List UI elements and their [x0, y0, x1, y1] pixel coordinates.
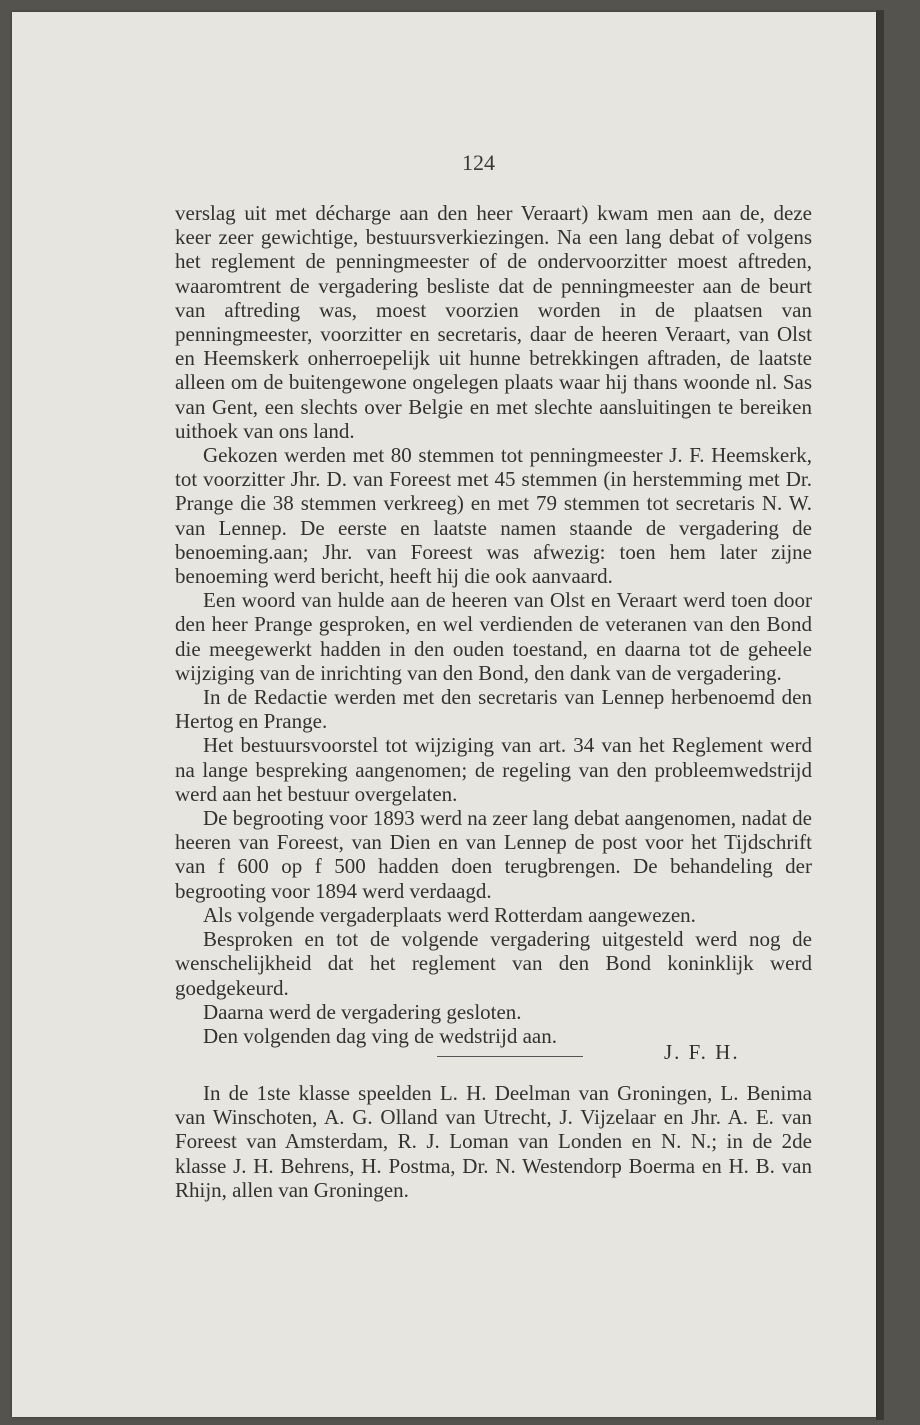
paragraph: Den volgenden dag ving de wedstrijd aan. [203, 1023, 557, 1048]
paragraph: Besproken en tot de volgende vergadering uitgesteld werd nog de wenschelijkheid dat het reglement van den Bond koninklijk werd goedgekeurd. [175, 927, 812, 1000]
paragraph: Het bestuursvoorstel tot wijziging van art. 34 van het Reglement werd na lange bespreking aangenomen; de regeling van den probleemwedstrijd werd aan het bestuur overgelaten. [175, 733, 812, 806]
signature: J. F. H. [664, 1040, 740, 1064]
paragraph: Daarna werd de vergadering gesloten. [203, 999, 522, 1024]
note-paragraph: In de 1ste klasse speelden L. H. Deelman van Groningen, L. Benima van Winschoten, A. G. Olland van Utrecht, J. Vijzelaar en Jhr. A. E. van Foreest van Amsterdam, R. J. Loman van Londen en N. N.; in de 2de klasse J. H. Behrens, H. Postma, Dr. N. Westendorp Boerma en H. B. van Rhijn, allen van Groningen. [175, 1081, 812, 1202]
paragraph: verslag uit met décharge aan den heer Veraart) kwam men aan de, deze keer zeer gewichtige, bestuursverkiezingen. Na een lang debat of volgens het reglement de penningmeester of de ondervoorzitter moest aftreden, waaromtrent de vergadering besliste dat de penningmeester aan de beurt van aftreding was, moest voorzien worden in de plaatsen van penningmeester, voorzitter en secretaris, daar de heeren Veraart, van Olst en Heemskerk onherroepelijk uit hunne betrekkingen aftraden, de laatste alleen om de buitengewone ongelegen plaats waar hij thans woonde nl. Sas van Gent, een slechts over Belgie en met slechte aansluitingen te bereiken uithoek van ons land. [175, 201, 812, 443]
page-edge [876, 10, 884, 1420]
main-text [175, 201, 812, 1048]
divider [437, 1056, 583, 1057]
page-number: 124 [462, 150, 495, 175]
paragraph: Als volgende vergaderplaats werd Rotterdam aangewezen. [203, 902, 696, 927]
paragraph: De begrooting voor 1893 werd na zeer lang debat aangenomen, nadat de heeren van Foreest, van Dien en van Lennep de post voor het Tijdschrift van f 600 op f 500 hadden doen terugbrengen. De behandeling der begrooting voor 1894 werd verdaagd. [175, 806, 812, 903]
note-text [175, 1081, 812, 1202]
paragraph: In de Redactie werden met den secretaris van Lennep herbenoemd den Hertog en Prange. [175, 685, 812, 734]
paragraph: Gekozen werden met 80 stemmen tot penningmeester J. F. Heemskerk, tot voorzitter Jhr. D. van Foreest met 45 stemmen (in herstemming met Dr. Prange die 38 stemmen verkreeg) en met 79 stemmen tot secretaris N. W. van Lennep. De eerste en laatste namen staande de vergadering de benoeming.aan; Jhr. van Foreest was afwezig: toen hem later zijne benoeming werd bericht, heeft hij die ook aanvaard. [175, 443, 812, 589]
paragraph: Een woord van hulde aan de heeren van Olst en Veraart werd toen door den heer Prange gesproken, en wel verdienden de veteranen van den Bond die meegewerkt hadden in den ouden toestand, en daarna tot de geheele wijziging van de inrichting van den Bond, den dank van de vergadering. [175, 588, 812, 685]
